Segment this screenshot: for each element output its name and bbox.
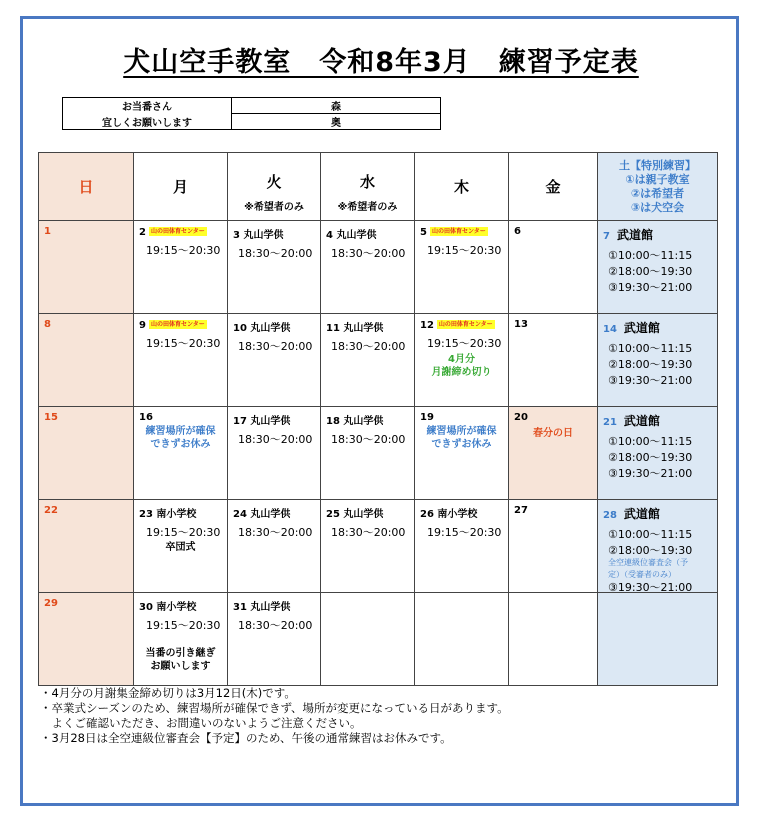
day-cell: 15 xyxy=(39,407,134,500)
day-cell: 8 xyxy=(39,314,134,407)
week-row xyxy=(39,407,718,500)
day-cell xyxy=(509,593,598,686)
header-tue-note: ※希望者のみ xyxy=(244,201,304,213)
graduation-note: 卒団式 xyxy=(165,542,196,553)
header-mon: 月 xyxy=(134,153,228,221)
day-cell: 10 丸山学供 18:30～20:00 xyxy=(228,314,321,407)
day-cell: 18 丸山学供 18:30～20:00 xyxy=(321,407,415,500)
day-cell: 13 xyxy=(509,314,598,407)
venue-tag: 山の田体育センター xyxy=(150,321,205,328)
grading-exam-note: 全空連級位審査会（予 xyxy=(608,558,688,567)
header-sun: 日 xyxy=(39,153,134,221)
footnotes xyxy=(40,686,509,746)
footnote: ・4月分の月謝集金締め切りは3月12日(木)です。 xyxy=(40,686,296,700)
day-cell: 12 $^{山の田体育センター}$ 19:15～20:30 4月分 月謝締め切り xyxy=(415,314,509,407)
venue-tag: 山の田体育センター xyxy=(150,228,205,235)
closed-note: 練習場所が確保 xyxy=(145,426,216,437)
venue-tag: 山の田体育センター xyxy=(431,228,486,235)
header-wed-note: ※希望者のみ xyxy=(337,201,398,213)
day-cell: 30 南小学校 19:15～20:30 当番の引き継ぎ お願いします xyxy=(134,593,228,686)
day-cell: 5 $^{山の田体育センター}$ 19:15～20:30 xyxy=(415,221,509,314)
day-cell: 1 xyxy=(39,221,134,314)
holiday-label: 春分の日 xyxy=(533,428,573,439)
day-cell: 24 丸山学供 18:30～20:00 xyxy=(228,500,321,593)
tuition-deadline-note: 4月分 xyxy=(448,354,475,365)
venue-tag: 山の田体育センター xyxy=(438,321,493,328)
duty-name-1: 森 xyxy=(232,98,441,114)
day-cell: 16 練習場所が確保 できずお休み xyxy=(134,407,228,500)
duty-label-1: お当番さん xyxy=(63,98,232,114)
day-cell xyxy=(321,593,415,686)
duty-label-2: 宜しくお願いします xyxy=(63,114,232,130)
day-cell: 19 練習場所が確保 できずお休み xyxy=(415,407,509,500)
week-row xyxy=(39,314,718,407)
day-cell: 14 武道館 ①10:00～11:15 ②18:00～19:30 ③19:30～21:00 xyxy=(598,314,718,407)
duty-table xyxy=(62,97,441,130)
day-cell: 26 南小学校 19:15～20:30 xyxy=(415,500,509,593)
week-row xyxy=(39,500,718,593)
footnote: よくご確認いただき、お間違いのないようご注意ください。 xyxy=(40,716,362,730)
day-cell: 11 丸山学供 18:30～20:00 xyxy=(321,314,415,407)
day-cell: 4 丸山学供 18:30～20:00 xyxy=(321,221,415,314)
day-cell: 28 武道館 ①10:00～11:15 ②18:00～19:30 全空連級位審査会（予 定）（受審者のみ） ③19:30～21:00 xyxy=(598,500,718,593)
handover-note: 当番の引き継ぎ xyxy=(145,648,216,659)
day-cell: 3 丸山学供 18:30～20:00 xyxy=(228,221,321,314)
closed-note: 練習場所が確保 xyxy=(426,426,497,437)
header-sat: 土【特別練習】 ①は親子教室 ②は希望者 ③は犬空会 xyxy=(598,153,718,221)
day-cell: 31 丸山学供 18:30～20:00 xyxy=(228,593,321,686)
day-cell xyxy=(415,593,509,686)
day-cell: 25 丸山学供 18:30～20:00 xyxy=(321,500,415,593)
day-cell: 27 xyxy=(509,500,598,593)
header-tue: 火 ※希望者のみ xyxy=(228,153,321,221)
day-cell: 17 丸山学供 18:30～20:00 xyxy=(228,407,321,500)
day-cell: 20 春分の日 xyxy=(509,407,598,500)
calendar-header-row xyxy=(39,153,718,221)
calendar-table xyxy=(38,152,718,686)
day-cell: 29 xyxy=(39,593,134,686)
day-cell: 23 南小学校 19:15～20:30 卒団式 xyxy=(134,500,228,593)
footnote: ・卒業式シーズンのため、練習場所が確保できず、場所が変更になっている日があります。 xyxy=(40,701,509,715)
day-cell: 2 $^{山の田体育センター}$ 19:15～20:30 xyxy=(134,221,228,314)
header-wed: 水 ※希望者のみ xyxy=(321,153,415,221)
footnote: ・3月28日は全空連級位審査会【予定】のため、午後の通常練習はお休みです。 xyxy=(40,731,452,745)
week-row xyxy=(39,593,718,686)
header-thu: 木 xyxy=(415,153,509,221)
day-cell: 22 xyxy=(39,500,134,593)
day-cell: 7 武道館 ①10:00～11:15 ②18:00～19:30 ③19:30～21:00 xyxy=(598,221,718,314)
day-cell: 6 xyxy=(509,221,598,314)
header-fri: 金 xyxy=(509,153,598,221)
week-row xyxy=(39,221,718,314)
day-cell: 9 $^{山の田体育センター}$ 19:15～20:30 xyxy=(134,314,228,407)
page-title: 犬山空手教室 令和8年3月 練習予定表 xyxy=(123,47,639,78)
day-cell xyxy=(598,593,718,686)
day-cell: 21 武道館 ①10:00～11:15 ②18:00～19:30 ③19:30～21:00 xyxy=(598,407,718,500)
duty-name-2: 奥 xyxy=(232,114,441,130)
